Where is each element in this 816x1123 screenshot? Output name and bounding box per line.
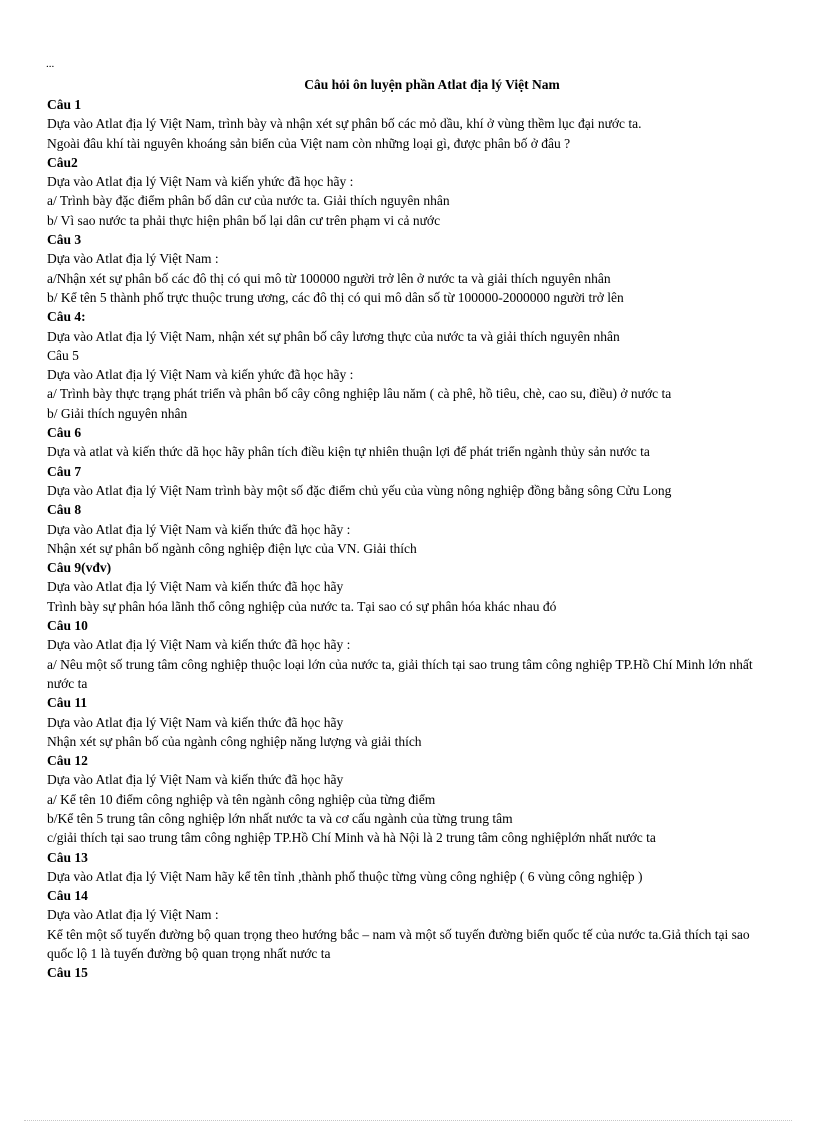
question-heading: Câu 13 (47, 849, 88, 865)
question-line: c/giải thích tại sao trung tâm công nghiệp TP.Hồ Chí Minh và hà Nội là 2 trung tâm công nghiệplớn nhất nước ta (47, 830, 656, 846)
question-heading: Câu 15 (47, 965, 88, 981)
question-heading: Câu 10 (47, 618, 88, 634)
question-line: b/ Kể tên 5 thành phố trực thuộc trung ương, các đô thị có qui mô dân số từ 100000-2000000 người trở lên (47, 289, 624, 305)
question-line: Dựa vào Atlat địa lý Việt Nam và kiến yhức đã học hãy : (47, 174, 354, 190)
question-line: Dựa vào Atlat địa lý Việt Nam và kiến yhức đã học hãy : (47, 367, 354, 383)
question-block (47, 307, 777, 346)
question-line: Trình bày sự phân hóa lãnh thổ công nghiệp của nước ta. Tại sao có sự phân hóa khác nhau đó (47, 598, 557, 614)
question-line: Nhận xét sự phân bố ngành công nghiệp điện lực của VN. Giải thích (47, 540, 417, 556)
question-line: a/ Kể tên 10 điểm công nghiệp và tên ngành công nghiệp của từng điểm (47, 791, 436, 807)
question-block (47, 616, 777, 693)
question-line: b/ Giải thích nguyên nhân (47, 405, 188, 421)
question-heading: Câu 14 (47, 888, 88, 904)
question-list (47, 95, 777, 983)
question-line: Ngoài đâu khí tài nguyên khoáng sản biển của Việt nam còn những loại gì, được phân bố ở đâu ? (47, 135, 571, 151)
question-heading: Câu 7 (47, 463, 82, 479)
question-block (47, 693, 777, 751)
question-heading: Câu 12 (47, 753, 88, 769)
question-line: a/Nhận xét sự phân bố các đô thị có qui mô từ 100000 người trở lên ở nước ta và giải thích nguyên nhân (47, 270, 611, 286)
document-page (47, 76, 777, 983)
question-block (47, 230, 777, 307)
question-line: b/ Vì sao nước ta phải thực hiện phân bố lại dân cư trên phạm vi cả nước (47, 212, 441, 228)
question-line: Dựa vào Atlat địa lý Việt Nam : (47, 907, 219, 923)
question-block (47, 558, 777, 616)
question-block (47, 423, 777, 462)
question-block (47, 963, 777, 982)
question-line: Dựa vào Atlat địa lý Việt Nam : (47, 251, 219, 267)
question-line: Dựa vào Atlat địa lý Việt Nam và kiến thức đã học hãy (47, 772, 344, 788)
question-heading: Câu 5 (47, 347, 79, 363)
question-block (47, 95, 777, 153)
question-line: b/Kể tên 5 trung tân công nghiệp lớn nhất nước ta và cơ cấu ngành của từng trung tâm (47, 810, 513, 826)
question-block (47, 346, 777, 423)
question-block (47, 886, 777, 963)
page-bottom-divider (24, 1120, 792, 1121)
question-block (47, 751, 777, 847)
question-heading: Câu2 (47, 154, 78, 170)
question-block (47, 848, 777, 887)
question-line: a/ Nêu một số trung tâm công nghiệp thuộc loại lớn của nước ta, giải thích tại sao trung tâm công nghiệp TP.Hồ Chí Minh lớn nhất nước ta (47, 656, 753, 691)
question-block (47, 462, 777, 501)
document-title: Câu hỏi ôn luyện phần Atlat địa lý Việt Nam (304, 77, 560, 92)
question-line: Dựa vào Atlat địa lý Việt Nam và kiến thức đã học hãy (47, 714, 344, 730)
question-line: Dựa vào Atlat địa lý Việt Nam hãy kể tên tỉnh ,thành phố thuộc từng vùng công nghiệp ( 6 vùng công nghiệp ) (47, 868, 643, 884)
question-heading: Câu 4: (47, 309, 86, 325)
question-line: Dựa vào Atlat địa lý Việt Nam, trình bày và nhận xét sự phân bố các mỏ dầu, khí ở vùng thềm lục đại nước ta. (47, 116, 642, 132)
question-heading: Câu 8 (47, 502, 82, 518)
question-line: Dựa vào Atlat địa lý Việt Nam và kiến thức đã học hãy (47, 579, 344, 595)
leading-ellipsis: ... (46, 58, 55, 70)
question-line: a/ Trình bày đặc điểm phân bố dân cư của nước ta. Giải thích nguyên nhân (47, 193, 450, 209)
question-line: Dựa vào Atlat địa lý Việt Nam và kiến thức đã học hãy : (47, 521, 351, 537)
question-line: Dựa vào Atlat địa lý Việt Nam và kiến thức đã học hãy : (47, 637, 351, 653)
question-line: a/ Trình bày thực trạng phát triển và phân bố cây công nghiệp lâu năm ( cà phê, hồ tiêu, chè, cao su, điều) ở nước ta (47, 386, 672, 402)
question-heading: Câu 3 (47, 232, 82, 248)
question-line: Kể tên một số tuyến đường bộ quan trọng theo hướng bắc – nam và một số tuyến đường biển quốc tế của nước ta.Giả thích tại sao quốc lộ 1 là tuyến đường bộ quan trọng nhất nước ta (47, 926, 750, 962)
question-heading: Câu 9(vđv) (47, 560, 112, 576)
question-line: Dựa vào Atlat địa lý Việt Nam, nhận xét sự phân bố cây lương thực của nước ta và giải thích nguyên nhân (47, 328, 620, 344)
question-line: Nhận xét sự phân bố của ngành công nghiệp năng lượng và giải thích (47, 733, 422, 749)
question-block (47, 153, 777, 230)
question-heading: Câu 6 (47, 425, 82, 441)
question-heading: Câu 11 (47, 695, 88, 711)
question-line: Dựa và atlat và kiến thức dã học hãy phân tích điều kiện tự nhiên thuận lợi để phát triển ngành thủy sản nước ta (47, 444, 650, 460)
question-line: Dựa vào Atlat địa lý Việt Nam trình bày một số đặc điểm chủ yếu của vùng nông nghiệp đồng bằng sông Cửu Long (47, 482, 672, 498)
question-block (47, 500, 777, 558)
question-heading: Câu 1 (47, 97, 82, 112)
